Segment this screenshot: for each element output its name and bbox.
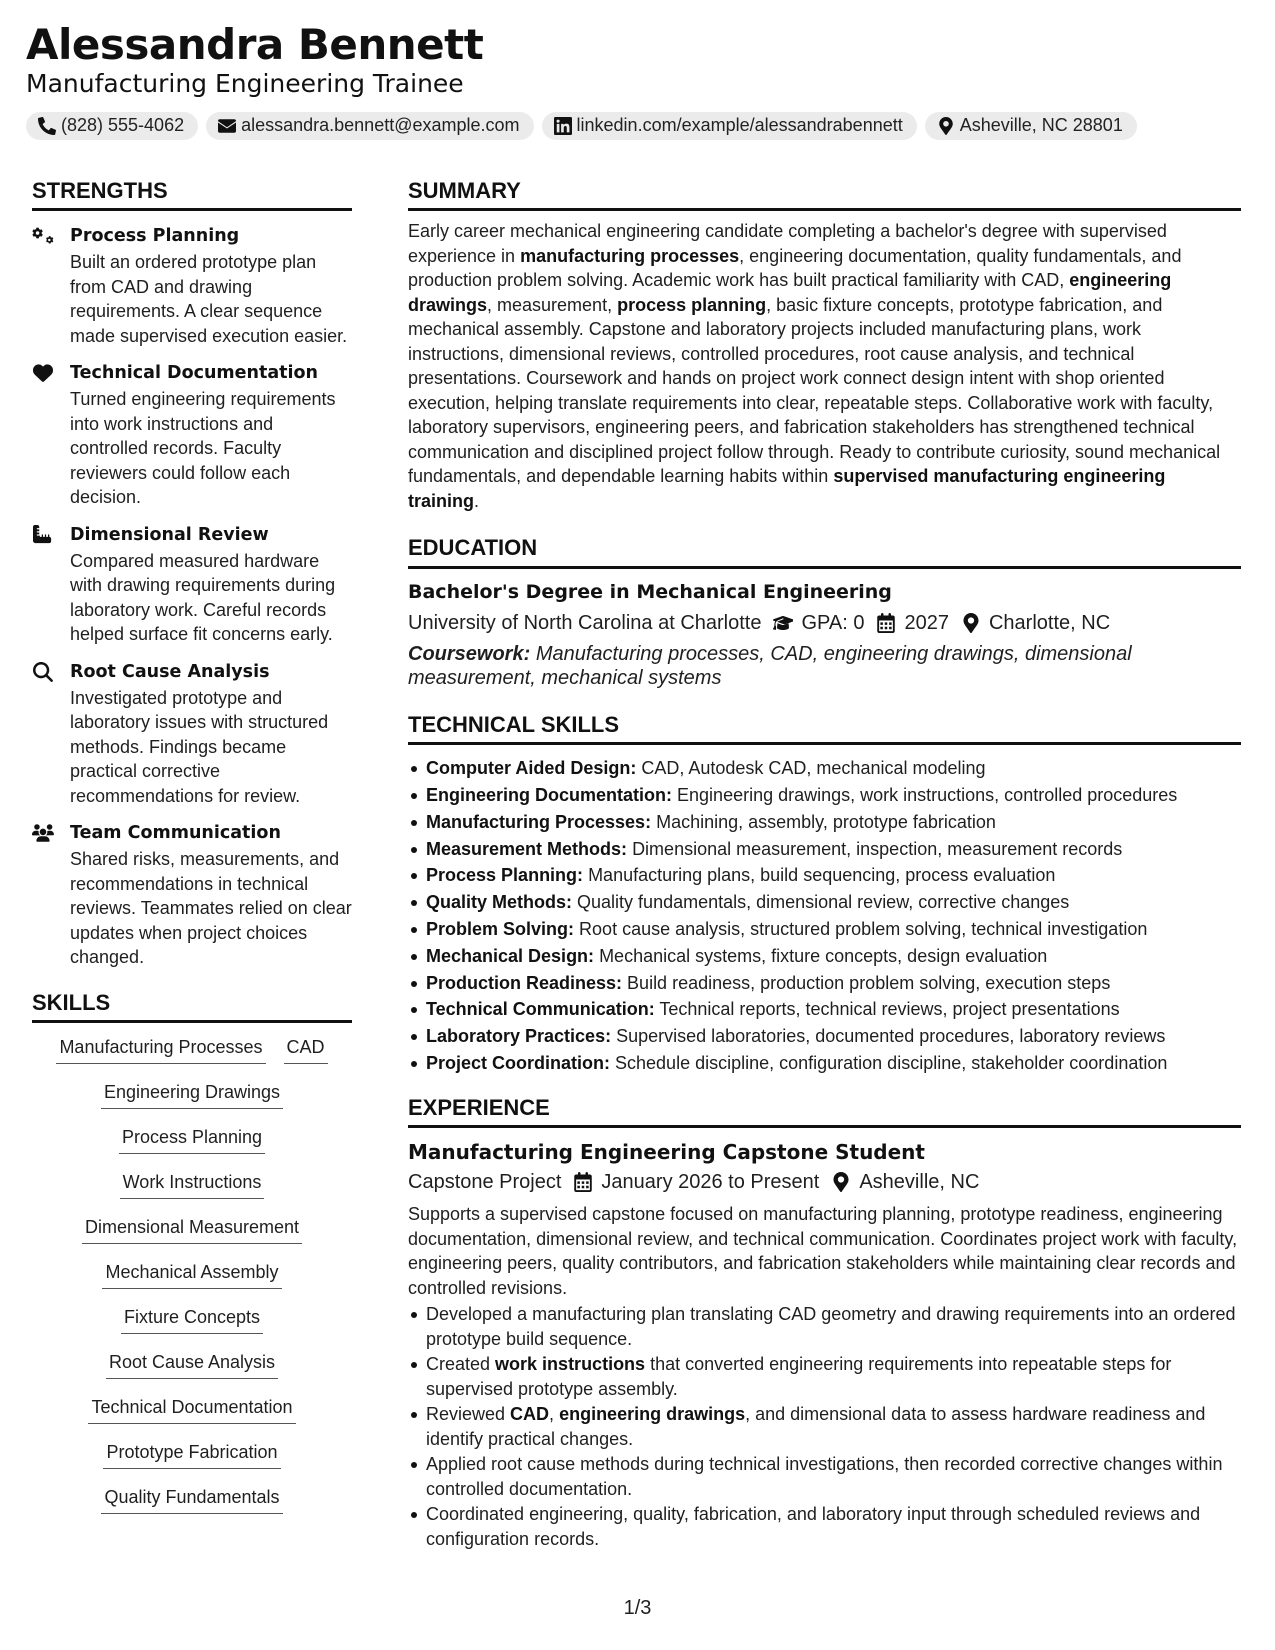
skill-tag: Root Cause Analysis — [106, 1352, 278, 1379]
skill-values: Root cause analysis, structured problem solving, technical investigation — [579, 918, 1148, 939]
summary-segment: , measurement, — [487, 294, 618, 315]
experience-heading: EXPERIENCE — [408, 1095, 1241, 1128]
education-meta — [408, 609, 1241, 637]
summary-keyword: process planning — [617, 294, 767, 315]
strength-title: Team Communication — [70, 823, 281, 844]
linkedin-icon — [554, 117, 572, 135]
skill-category: Technical Communication: — [426, 999, 655, 1020]
skill-tag: Technical Documentation — [88, 1397, 295, 1424]
skill-values: CAD, Autodesk CAD, mechanical modeling — [641, 758, 986, 779]
job-org: Capstone Project — [408, 1171, 562, 1194]
bullet-text: , and dimensional data to assess hardware readiness and identify practical changes. — [426, 1404, 1206, 1449]
skill-values: Quality fundamentals, dimensional review, corrective changes — [577, 892, 1070, 913]
contact-phone-text: (828) 555-4062 — [61, 115, 185, 136]
summary-section — [408, 178, 1241, 513]
users-icon — [32, 823, 54, 843]
job-bullets — [408, 1302, 1241, 1551]
skill-row — [32, 1258, 352, 1303]
strength-desc: Shared risks, measurements, and recommendations in technical reviews. Teammates relied on clear updates when project choices changed. — [70, 849, 352, 968]
job-location: Asheville, NC — [859, 1171, 980, 1194]
education-heading: EDUCATION — [408, 535, 1241, 568]
experience-section — [408, 1095, 1241, 1551]
skills-heading: SKILLS — [32, 990, 352, 1023]
list-item — [408, 1023, 1241, 1050]
skill-row — [32, 1393, 352, 1438]
phone-icon — [38, 117, 56, 135]
ruler-combined-icon — [32, 525, 54, 545]
skill-row — [32, 1078, 352, 1123]
bullet-keyword: work instructions — [495, 1354, 646, 1375]
skill-row — [32, 1213, 352, 1258]
gpa-text: GPA: 0 — [801, 611, 865, 634]
resume-header — [26, 20, 1246, 140]
graduation-year: 2027 — [904, 611, 949, 634]
summary-segment: Early career mechanical engineering candidate completing a bachelor's degree with supervised experience in — [408, 221, 1167, 266]
skill-tag-list — [32, 1033, 352, 1528]
list-item — [408, 755, 1241, 782]
strength-item — [32, 660, 352, 809]
strength-title: Dimensional Review — [70, 524, 269, 545]
summary-heading: SUMMARY — [408, 178, 1241, 211]
contact-phone[interactable] — [26, 112, 198, 140]
summary-text — [408, 219, 1241, 513]
list-item — [408, 889, 1241, 916]
skill-tag: Engineering Drawings — [101, 1082, 283, 1109]
skill-category: Quality Methods: — [426, 892, 573, 913]
contact-location — [925, 112, 1137, 140]
skill-values: Build readiness, production problem solving, execution steps — [627, 972, 1111, 993]
list-item — [408, 916, 1241, 943]
heart-icon — [32, 363, 54, 383]
skill-values: Technical reports, technical reviews, project presentations — [659, 999, 1120, 1020]
technical-skills-heading: TECHNICAL SKILLS — [408, 712, 1241, 745]
calendar-icon — [573, 1172, 593, 1192]
skill-values: Machining, assembly, prototype fabrication — [656, 811, 996, 832]
list-item — [408, 862, 1241, 889]
list-item — [408, 1302, 1241, 1351]
contact-email-text: alessandra.bennett@example.com — [241, 115, 520, 136]
summary-segment: . — [474, 490, 480, 511]
skill-tag: CAD — [284, 1037, 328, 1064]
strength-desc: Turned engineering requirements into work instructions and controlled records. Faculty reviewers could follow each decision. — [70, 389, 336, 508]
list-item — [408, 996, 1241, 1023]
contact-location-text: Asheville, NC 28801 — [959, 115, 1123, 136]
calendar-icon — [876, 613, 896, 633]
education-section — [408, 535, 1241, 689]
strength-desc: Investigated prototype and laboratory issues with structured methods. Findings became practical corrective recommendations for review. — [70, 687, 329, 806]
graduation-cap-icon — [773, 613, 793, 633]
bullet-keyword: engineering drawings — [559, 1404, 746, 1425]
skill-values: Engineering drawings, work instructions, controlled procedures — [677, 784, 1178, 805]
degree-title: Bachelor's Degree in Mechanical Engineering — [408, 580, 892, 603]
skill-category: Mechanical Design: — [426, 945, 595, 966]
skill-category: Computer Aided Design: — [426, 758, 637, 779]
summary-keyword: manufacturing processes — [520, 245, 740, 266]
location-pin-icon — [831, 1172, 851, 1192]
strength-title: Root Cause Analysis — [70, 661, 270, 682]
coursework-text: Manufacturing processes, CAD, engineering drawings, dimensional measurement, mechanical systems — [408, 642, 1132, 689]
skill-values: Mechanical systems, fixture concepts, design evaluation — [599, 945, 1048, 966]
right-column — [408, 178, 1241, 1552]
skill-row — [32, 1123, 352, 1168]
page-number: 1/3 — [623, 1597, 652, 1619]
location-pin-icon — [961, 613, 981, 633]
job-dates: January 2026 to Present — [601, 1171, 820, 1194]
coursework-label: Coursework: — [408, 642, 531, 665]
skill-row — [32, 1033, 352, 1078]
school-location: Charlotte, NC — [988, 611, 1111, 634]
strengths-heading: STRENGTHS — [32, 178, 352, 211]
contact-linkedin-text: linkedin.com/example/alessandrabennett — [576, 115, 903, 136]
skill-row — [32, 1438, 352, 1483]
bullet-text: Developed a manufacturing plan translating CAD geometry and drawing requirements into an ordered prototype build sequence. — [426, 1304, 1236, 1349]
list-item — [408, 1402, 1241, 1451]
strength-title: Technical Documentation — [70, 363, 319, 384]
skill-values: Manufacturing plans, build sequencing, process evaluation — [588, 865, 1056, 886]
skill-tag: Fixture Concepts — [121, 1307, 263, 1334]
bullet-text: Reviewed — [426, 1404, 511, 1425]
skill-category: Manufacturing Processes: — [426, 811, 652, 832]
envelope-icon — [218, 117, 236, 135]
candidate-name: Alessandra Bennett — [26, 20, 484, 69]
skill-category: Problem Solving: — [426, 918, 575, 939]
list-item — [408, 970, 1241, 997]
school-name: University of North Carolina at Charlotte — [408, 611, 762, 634]
contact-email[interactable] — [206, 112, 533, 140]
bullet-keyword: CAD — [510, 1404, 550, 1425]
skill-category: Production Readiness: — [426, 972, 623, 993]
skill-row — [32, 1168, 352, 1213]
job-meta — [408, 1168, 1241, 1196]
skill-tag: Dimensional Measurement — [82, 1217, 302, 1244]
skill-tag: Process Planning — [119, 1127, 265, 1154]
skill-tag: Mechanical Assembly — [102, 1262, 281, 1289]
strength-item — [32, 821, 352, 970]
bullet-text: Applied root cause methods during technical investigations, then recorded corrective changes within controlled documentation. — [426, 1454, 1223, 1499]
technical-skills-list — [408, 755, 1241, 1077]
skill-category: Measurement Methods: — [426, 838, 628, 859]
summary-segment: , engineering documentation, quality fundamentals, and production problem solving. Academic work has built practical familiarity with CAD, — [408, 245, 1182, 291]
skill-row — [32, 1348, 352, 1393]
location-pin-icon — [937, 117, 955, 135]
list-item — [408, 782, 1241, 809]
list-item — [408, 1452, 1241, 1501]
summary-keyword: supervised manufacturing engineering training — [408, 466, 1166, 511]
skill-tag: Quality Fundamentals — [101, 1487, 282, 1514]
technical-skills-section — [408, 712, 1241, 1077]
coursework — [408, 642, 1241, 690]
list-item — [408, 836, 1241, 863]
skill-values: Schedule discipline, configuration discipline, stakeholder coordination — [615, 1052, 1168, 1073]
magnifier-icon — [32, 662, 54, 682]
skill-row — [32, 1303, 352, 1348]
skill-category: Engineering Documentation: — [426, 784, 673, 805]
list-item — [408, 1502, 1241, 1551]
list-item — [408, 1352, 1241, 1401]
skill-category: Laboratory Practices: — [426, 1026, 612, 1047]
list-item — [408, 943, 1241, 970]
bullet-text: , — [549, 1404, 560, 1425]
contact-linkedin[interactable] — [542, 112, 917, 140]
skill-tag: Work Instructions — [120, 1172, 265, 1199]
gears-icon — [32, 226, 54, 246]
left-column — [32, 178, 352, 1528]
skill-values: Dimensional measurement, inspection, measurement records — [632, 838, 1123, 859]
strength-desc: Compared measured hardware with drawing requirements during laboratory work. Careful records helped surface fit concerns early. — [70, 550, 336, 645]
bullet-text: that converted engineering requirements into repeatable steps for supervised prototype assembly. — [426, 1354, 1172, 1399]
candidate-title: Manufacturing Engineering Trainee — [26, 69, 464, 99]
strength-item — [32, 523, 352, 647]
skill-tag: Manufacturing Processes — [56, 1037, 265, 1064]
skill-row — [32, 1483, 352, 1528]
skill-values: Supervised laboratories, documented procedures, laboratory reviews — [616, 1026, 1166, 1047]
skill-category: Project Coordination: — [426, 1052, 610, 1073]
bullet-text: Coordinated engineering, quality, fabrication, and laboratory input through scheduled reviews and configuration records. — [426, 1504, 1201, 1549]
skill-category: Process Planning: — [426, 865, 584, 886]
list-item — [408, 1050, 1241, 1077]
skill-tag: Prototype Fabrication — [103, 1442, 280, 1469]
job-description: Supports a supervised capstone focused on manufacturing planning, prototype readiness, engineering documentation, dimensional review, and technical communication. Coordinates project work with faculty, engineering peers, quality contributors, and fabrication stakeholders while maintaining clear records and controlled revisions. — [408, 1204, 1238, 1298]
strength-item — [32, 361, 352, 510]
list-item — [408, 809, 1241, 836]
job-title: Manufacturing Engineering Capstone Student — [408, 1140, 925, 1165]
contact-bar — [26, 112, 1246, 140]
strength-title: Process Planning — [70, 226, 240, 247]
bullet-text: Created — [426, 1354, 496, 1375]
strength-desc: Built an ordered prototype plan from CAD and drawing requirements. A clear sequence made supervised execution easier. — [70, 252, 348, 346]
summary-segment: , basic fixture concepts, prototype fabrication, and mechanical assembly. Capstone and laboratory projects included manufacturing plans, work instructions, dimensional reviews, controlled procedures, root cause analysis, and technical presentations. Coursework and hands on project work connect design intent with shop oriented execution, helping translate requirements into clear, repeatable steps. Collaborative work with faculty, laboratory supervisors, engineering peers, and fabrication stakeholders has strengthened technical communication and disciplined project follow through. Ready to contribute curiosity, sound mechanical fundamentals, and dependable learning habits within — [408, 294, 1221, 487]
strength-item — [32, 224, 352, 348]
skills-section — [32, 990, 352, 1528]
summary-keyword: engineering drawings — [408, 270, 1172, 315]
